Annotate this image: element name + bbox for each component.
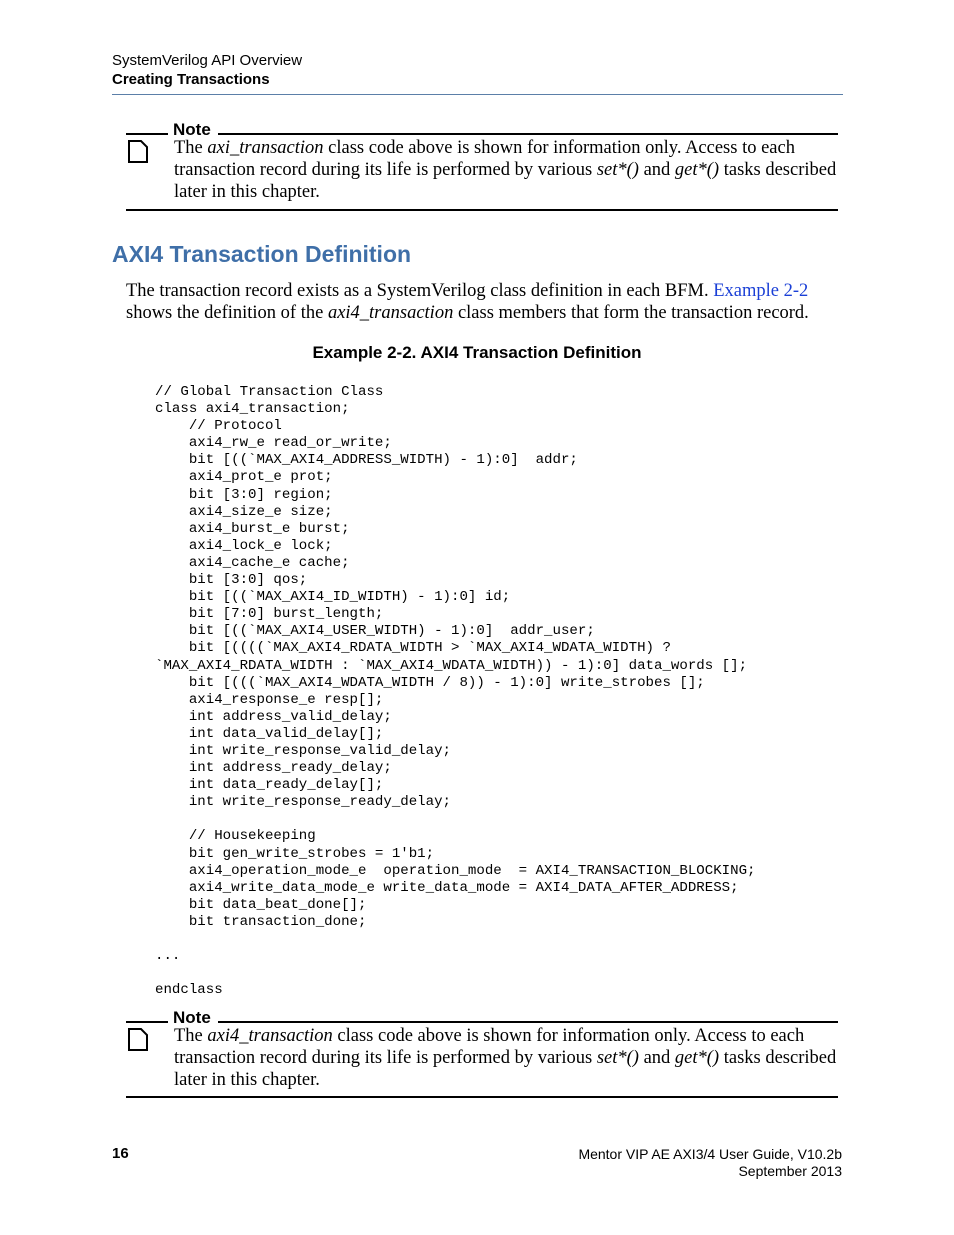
note-box-1 (126, 120, 838, 214)
code-line: axi4_burst_e burst; (155, 520, 350, 537)
code-line: int address_ready_delay; (155, 760, 392, 777)
code-line: // Global Transaction Class (155, 384, 384, 400)
note-top-rule (218, 133, 838, 135)
intro-paragraph: The transaction record exists as a SystemVerilog class definition in each BFM. Example 2-2 shows the definition of the axi4_transaction class members that form the transaction record. (126, 281, 809, 323)
code-line: // Housekeeping (155, 828, 316, 845)
code-listing (155, 384, 756, 999)
code-line: axi4_write_data_mode_e write_data_mode = AXI4_DATA_AFTER_ADDRESS; (155, 879, 739, 896)
note-label: Note (173, 120, 211, 139)
code-line: // Protocol (155, 418, 282, 435)
running-header-subsection: Creating Transactions (112, 71, 270, 88)
code-line: int write_response_valid_delay; (155, 742, 452, 759)
note-page-icon (128, 140, 148, 163)
code-line: axi4_operation_mode_e operation_mode = AXI4_TRANSACTION_BLOCKING; (155, 862, 756, 879)
note-text: The axi4_transaction class code above is shown for information only. Access to each transaction record during its life is performed by various set*() and get*() tasks described later in this chapter. (174, 1026, 837, 1090)
code-line: int address_valid_delay; (155, 708, 392, 725)
code-line: bit [(((`MAX_AXI4_WDATA_WIDTH / 8)) - 1):0] write_strobes []; (155, 674, 705, 691)
code-line: axi4_lock_e lock; (155, 537, 333, 554)
code-line: axi4_prot_e prot; (155, 469, 333, 486)
code-line (155, 811, 756, 828)
code-line: axi4_cache_e cache; (155, 554, 350, 571)
running-header-section: SystemVerilog API Overview (112, 52, 303, 69)
code-line: bit data_beat_done[]; (155, 896, 367, 913)
code-line (155, 965, 756, 982)
header-rule (112, 94, 843, 95)
code-line: bit [3:0] qos; (155, 572, 308, 589)
code-line: bit [((((`MAX_AXI4_RDATA_WIDTH > `MAX_AXI4_WDATA_WIDTH) ? (155, 640, 671, 657)
code-line: int data_ready_delay[]; (155, 777, 384, 794)
code-line: bit [((`MAX_AXI4_ADDRESS_WIDTH) - 1):0] addr; (155, 452, 578, 469)
code-line: bit [3:0] region; (155, 486, 333, 503)
note-label: Note (173, 1008, 211, 1027)
code-line: endclass (155, 982, 223, 999)
note-rule-stub (126, 133, 168, 135)
footer-guide-title: Mentor VIP AE AXI3/4 User Guide, V10.2b (578, 1146, 842, 1162)
note-bottom-rule (126, 1096, 838, 1098)
footer-date: September 2013 (738, 1163, 842, 1179)
code-line (155, 931, 756, 948)
code-line: ... (155, 948, 181, 965)
code-line: int data_valid_delay[]; (155, 725, 384, 742)
code-line: axi4_response_e resp[]; (155, 691, 384, 708)
note-rule-stub (126, 1021, 168, 1023)
page-number: 16 (112, 1145, 129, 1162)
code-line: `MAX_AXI4_RDATA_WIDTH : `MAX_AXI4_WDATA_WIDTH)) - 1):0] data_words []; (155, 657, 748, 674)
note-page-icon (128, 1028, 148, 1051)
note-box-2 (126, 1008, 838, 1102)
code-line: bit [((`MAX_AXI4_ID_WIDTH) - 1):0] id; (155, 589, 511, 606)
code-line: axi4_rw_e read_or_write; (155, 435, 392, 452)
code-line: bit transaction_done; (155, 913, 367, 930)
code-line: axi4_size_e size; (155, 503, 333, 520)
code-line: bit [7:0] burst_length; (155, 606, 384, 623)
code-line: int write_response_ready_delay; (155, 794, 452, 811)
note-bottom-rule (126, 209, 838, 211)
note-top-rule (218, 1021, 838, 1023)
example-link[interactable]: Example 2-2 (713, 281, 809, 301)
code-line: bit gen_write_strobes = 1'b1; (155, 845, 435, 862)
code-line: class axi4_transaction; (155, 401, 350, 418)
example-title: Example 2-2. AXI4 Transaction Definition (312, 343, 642, 362)
code-line: bit [((`MAX_AXI4_USER_WIDTH) - 1):0] addr_user; (155, 623, 595, 640)
note-text: The axi_transaction class code above is shown for information only. Access to each transaction record during its life is performed by various set*() and get*() tasks described later in this chapter. (174, 138, 837, 202)
section-title: AXI4 Transaction Definition (112, 241, 412, 267)
